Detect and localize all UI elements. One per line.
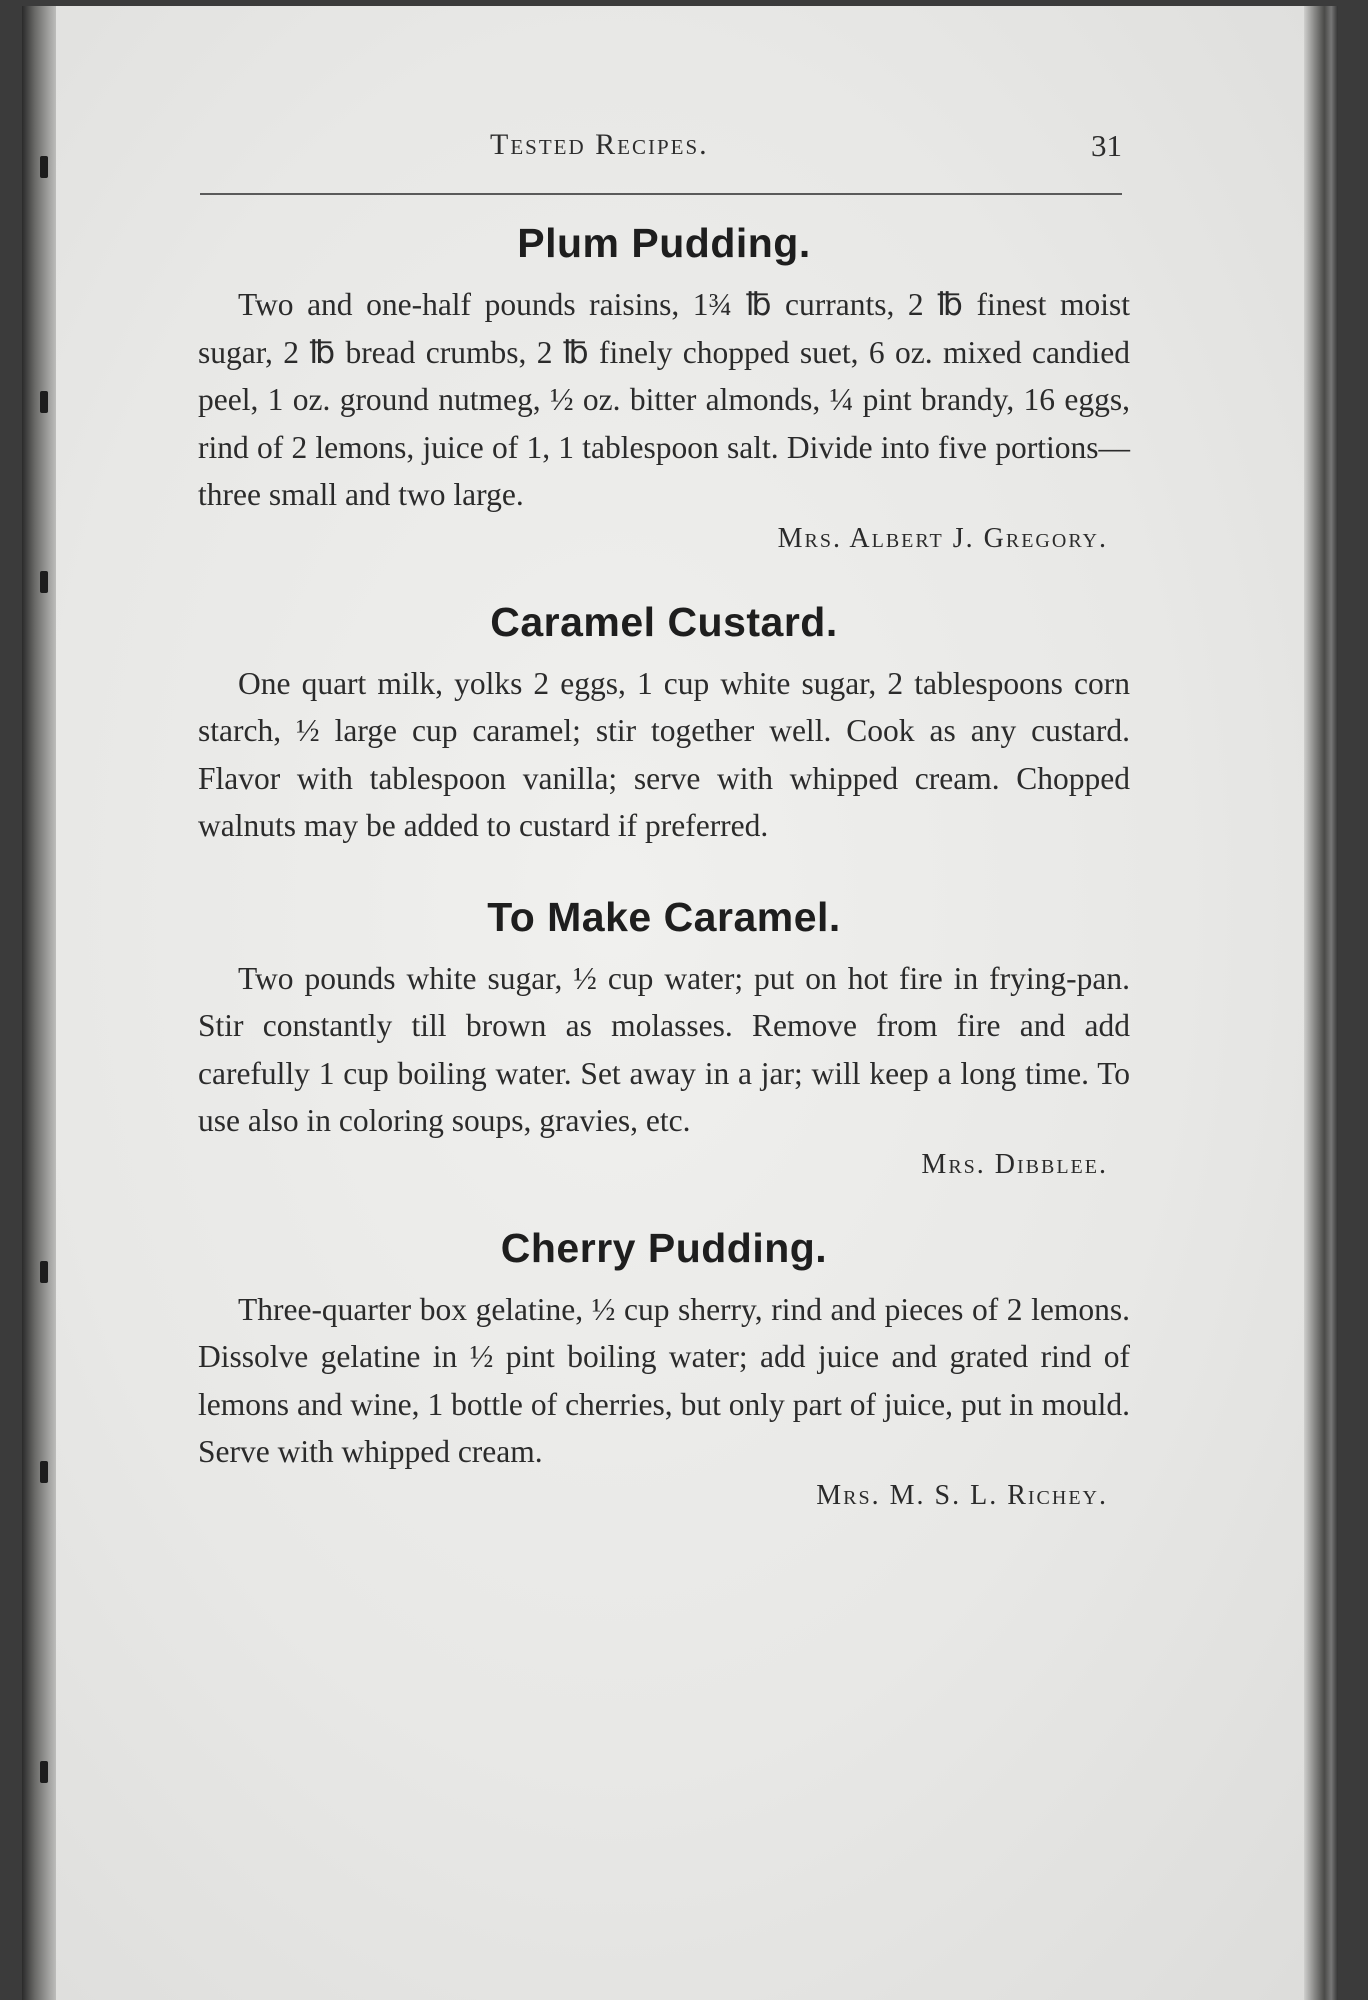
binding-stitch: [40, 1461, 48, 1483]
page-edge: [1304, 6, 1338, 2000]
page-binding: [22, 6, 56, 2000]
recipe-list: [198, 220, 1130, 1556]
page-number: 31: [1091, 128, 1122, 163]
recipe-title: Plum Pudding.: [517, 220, 811, 266]
recipe-author: Mrs. Albert J. Gregory.: [777, 522, 1108, 554]
binding-stitch: [40, 1761, 48, 1783]
recipe-title: Caramel Custard.: [490, 598, 838, 645]
binding-stitch: [40, 391, 48, 413]
page-header: [200, 128, 1122, 170]
recipe-body: Two and one-half pounds raisins, 1¾ ℔ currants, 2 ℔ finest moist sugar, 2 ℔ bread crumbs, 2 ℔ finely chopped suet, 6 oz. mixed candied peel, 1 oz. ground nutmeg, ½ oz. bitter almonds, ¼ pint brandy, 16 eggs, rind of 2 lemons, juice of 1, 1 tablespoon salt. Divide into five portions—three small and two large.: [198, 287, 1130, 512]
recipe-author: Mrs. M. S. L. Richey.: [816, 1479, 1108, 1511]
binding-stitch: [40, 571, 48, 593]
recipe-body: Three-quarter box gelatine, ½ cup sherry, rind and pieces of 2 lemons. Dissolve gelatine in ½ pint boiling water; add juice and grated rind of lemons and wine, 1 bottle of cherries, but only part of juice, put in mould. Serve with whipped cream.: [198, 1291, 1130, 1469]
binding-stitch: [40, 156, 48, 178]
running-head: Tested Recipes.: [490, 128, 709, 161]
recipe-title: Cherry Pudding.: [500, 1224, 828, 1271]
recipe-title: To Make Caramel.: [487, 893, 841, 940]
recipe-plum-pudding: [198, 220, 1130, 555]
recipe-author: Mrs. Dibblee.: [921, 1148, 1108, 1180]
recipe-caramel-custard: [198, 599, 1130, 850]
recipe-body: One quart milk, yolks 2 eggs, 1 cup white sugar, 2 tablespoons corn starch, ½ large cup caramel; stir together well. Cook as any custard. Flavor with tablespoon vanilla; serve with whipped cream. Chopped walnuts may be added to custard if preferred.: [198, 665, 1130, 843]
recipe-to-make-caramel: [198, 894, 1130, 1181]
recipe-cherry-pudding: [198, 1225, 1130, 1512]
header-rule: [200, 193, 1122, 195]
binding-stitch: [40, 1261, 48, 1283]
recipe-body: Two pounds white sugar, ½ cup water; put on hot fire in frying-pan. Stir constantly till brown as molasses. Remove from fire and add carefully 1 cup boiling water. Set away in a jar; will keep a long time. To use also in coloring soups, gravies, etc.: [198, 960, 1130, 1138]
